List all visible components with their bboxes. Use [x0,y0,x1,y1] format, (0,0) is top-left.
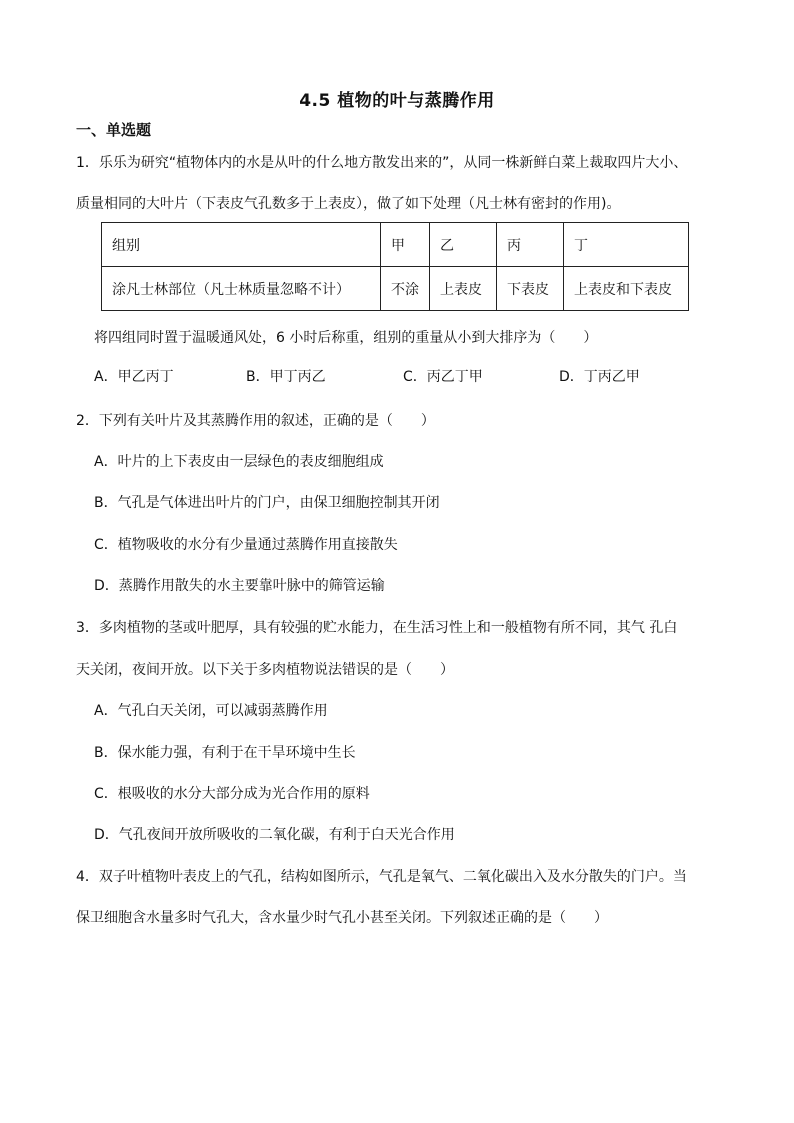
table-cell: 下表皮 [497,267,564,311]
question-4-line-1: 4．双子叶植物叶表皮上的气孔，结构如图所示，气孔是氧气、二氧化碳出入及水分散失的门户。当 [76,869,687,885]
page-title: 4.5 植物的叶与蒸腾作用 [299,91,495,111]
question-3-line-2: 天关闭，夜间开放。以下关于多肉植物说法错误的是（ ） [76,662,454,678]
experiment-table [101,222,689,311]
option-b: B．保水能力强，有利于在干旱环境中生长 [94,745,356,761]
option-c: C．根吸收的水分大部分成为光合作用的原料 [94,786,370,802]
option-a: A．甲乙丙丁 [94,369,174,385]
question-4-line-2: 保卫细胞含水量多时气孔大，含水量少时气孔小甚至关闭。下列叙述正确的是（ ） [76,910,608,926]
table-cell: 组别 [102,223,381,267]
table-row [102,267,689,311]
question-1-line-1: 1．乐乐为研究“植物体内的水是从叶的什么地方散发出来的”，从同一株新鲜白菜上裁取四片大小、 [76,155,688,171]
option-d: D．丁丙乙甲 [559,369,640,385]
option-a: A．气孔白天关闭，可以减弱蒸腾作用 [94,703,328,719]
table-cell: 甲 [381,223,430,267]
question-3-line-1: 3．多肉植物的茎或叶肥厚，具有较强的贮水能力，在生活习性上和一般植物有所不同，其气 孔白 [76,620,678,636]
table-cell: 丁 [564,223,689,267]
option-c: C．丙乙丁甲 [403,369,483,385]
option-c: C．植物吸收的水分有少量通过蒸腾作用直接散失 [94,537,398,553]
table-cell: 涂凡士林部位（凡士林质量忽略不计） [102,267,381,311]
question-2-stem: 2．下列有关叶片及其蒸腾作用的叙述，正确的是（ ） [76,413,435,429]
table-header-row [102,223,689,267]
option-a: A．叶片的上下表皮由一层绿色的表皮细胞组成 [94,454,384,470]
option-d: D．气孔夜间开放所吸收的二氧化碳，有利于白天光合作用 [94,827,455,843]
table-cell: 上表皮 [430,267,497,311]
table-cell: 上表皮和下表皮 [564,267,689,311]
table-cell: 丙 [497,223,564,267]
option-d: D．蒸腾作用散失的水主要靠叶脉中的筛管运输 [94,578,385,594]
section-heading: 一、单选题 [76,121,152,139]
question-1-line-3: 将四组同时置于温暖通风处，6 小时后称重，组别的重量从小到大排序为（ ） [94,330,598,346]
table-cell: 不涂 [381,267,430,311]
table-cell: 乙 [430,223,497,267]
question-1-line-2: 质量相同的大叶片（下表皮气孔数多于上表皮），做了如下处理（凡士林有密封的作用)。 [76,196,621,212]
option-b: B．甲丁丙乙 [246,369,326,385]
option-b: B．气孔是气体进出叶片的门户，由保卫细胞控制其开闭 [94,495,440,511]
